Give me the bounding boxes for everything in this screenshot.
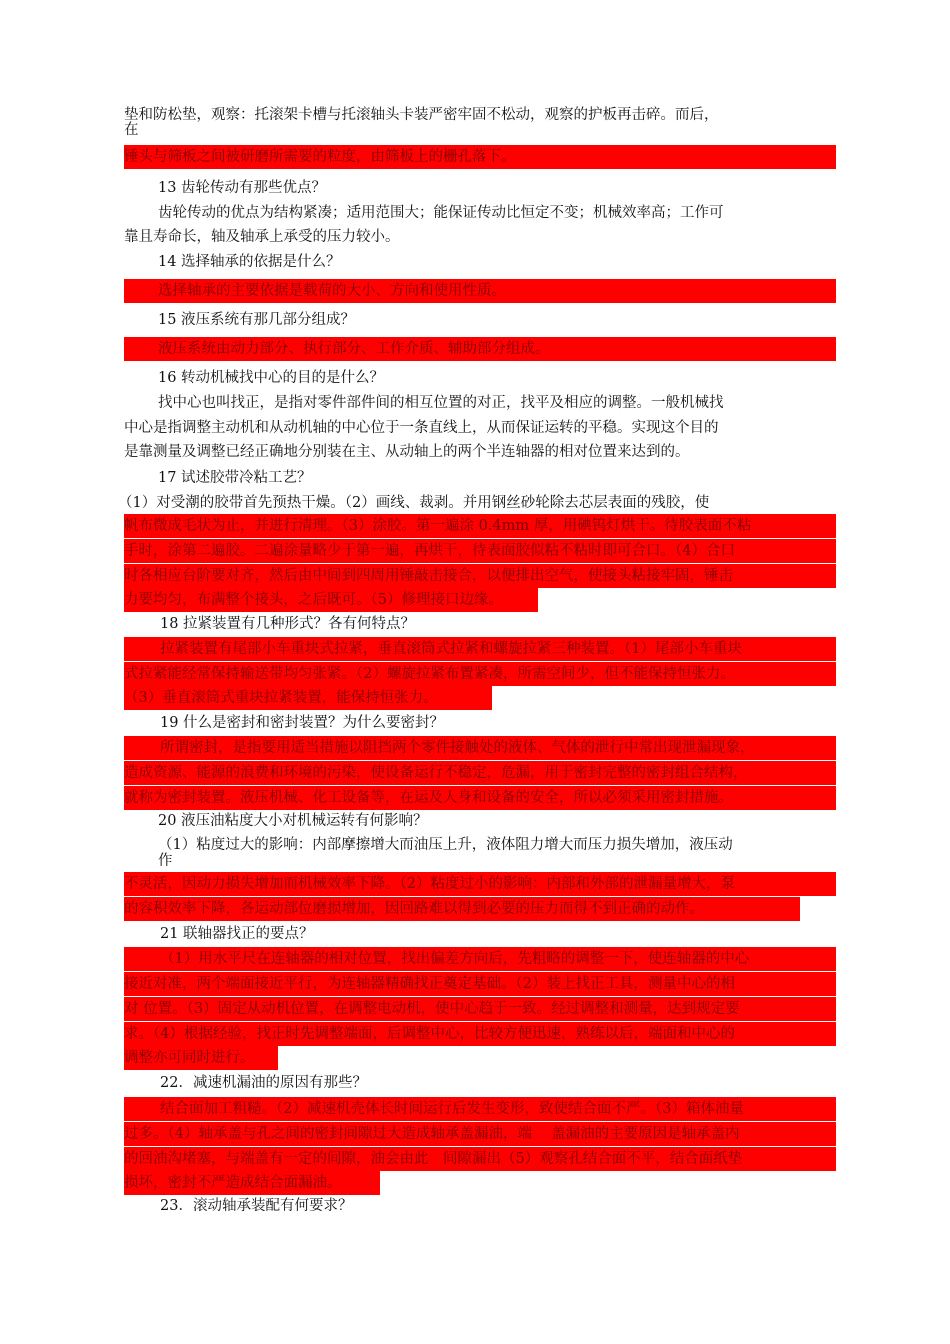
highlighted-line: 手时，涂第二遍胶。二遍涂量略少于第一遍，再烘干，待表面胶似粘不粘时即可合口。（4）合口 bbox=[124, 539, 836, 563]
highlighted-line: 损坏，密封不严造成结合面漏油。 bbox=[124, 1171, 380, 1195]
text-line: （1）粘度过大的影响：内部摩擦增大而油压上升，液体阻力增大而压力损失增加，液压动 bbox=[158, 837, 733, 853]
highlighted-line: 过多。（4）轴承盖与孔之间的密封间隙过大造成轴承盖漏油，端 盖漏油的主要原因是轴承盖内 bbox=[124, 1122, 836, 1146]
text-line: （1）对受潮的胶带首先预热干燥。（2）画线、裁剥。并用钢丝砂轮除去芯层表面的残胶，使 bbox=[118, 495, 710, 511]
text-line: 在 bbox=[124, 122, 139, 138]
highlighted-line: （3）垂直滚筒式重块拉紧装置，能保持恒张力。 bbox=[124, 686, 492, 710]
highlighted-line: 时各相应台阶要对齐，然后由中间到四周用锤敲击接合，以便排出空气，使接头粘接牢固，锤击 bbox=[124, 564, 836, 588]
question-heading: 19 什么是密封和密封装置？为什么要密封？ bbox=[160, 715, 445, 731]
question-heading: 14 选择轴承的依据是什么？ bbox=[158, 254, 341, 270]
question-heading: 16 转动机械找中心的目的是什么？ bbox=[158, 370, 385, 386]
highlighted-line: 选择轴承的主要依据是载荷的大小、方向和使用性质。 bbox=[124, 279, 836, 303]
highlighted-line: 的回油沟堵塞，与端盖有一定的间隙，油会由此 间隙漏出（5）观察孔结合面不平，结合面纸垫 bbox=[124, 1147, 836, 1171]
highlighted-line: 式拉紧能经常保持输送带均匀张紧。（2）螺旋拉紧布置紧凑，所需空间少，但不能保持恒张力。 bbox=[124, 662, 836, 686]
highlighted-line: 力要均匀，布满整个接头，之后既可。（5）修理接口边缘。 bbox=[124, 588, 538, 612]
highlighted-line: 接近对准，两个端面接近平行，为连轴器精确找正奠定基础。（2）装上找正工具，测量中心的相 bbox=[124, 972, 836, 996]
text-line: 作 bbox=[158, 853, 173, 869]
text-line: 中心是指调整主动机和从动机轴的中心位于一条直线上，从而保证运转的平稳。实现这个目的 bbox=[124, 420, 719, 436]
highlighted-line: 的容积效率下降，各运动部位磨损增加，因回路难以得到必要的压力而得不到正确的动作。 bbox=[124, 897, 800, 921]
question-heading: 15 液压系统有那几部分组成？ bbox=[158, 312, 356, 328]
highlighted-line: 对 位置。（3）固定从动机位置，在调整电动机，使中心趋于一致。经过调整和测量，达到规定要 bbox=[124, 997, 836, 1021]
question-heading: 20 液压油粘度大小对机械运转有何影响？ bbox=[158, 813, 428, 829]
question-heading: 18 拉紧装置有几种形式？各有何特点？ bbox=[160, 616, 416, 632]
question-heading: 17 试述胶带冷粘工艺？ bbox=[158, 470, 312, 486]
highlighted-line: 就称为密封装置。液压机械、化工设备等，在运及人身和设备的安全，所以必须采用密封措施。 bbox=[124, 786, 836, 810]
highlighted-line: 拉紧装置有尾部小车重块式拉紧，垂直滚筒式拉紧和螺旋拉紧三种装置。（1）尾部小车重块 bbox=[124, 637, 836, 661]
highlighted-line: 锤头与筛板之间被研磨所需要的粒度，由筛板上的栅孔落下。 bbox=[124, 145, 836, 169]
highlighted-line: 造成资源、能源的浪费和环境的污染，使设备运行不稳定，危漏，用于密封完整的密封组合结构， bbox=[124, 761, 836, 785]
question-heading: 22．减速机漏油的原因有那些？ bbox=[160, 1075, 367, 1091]
text-line: 垫和防松垫，观察：托滚架卡槽与托滚轴头卡装严密牢固不松动，观察的护板再击碎。而后， bbox=[124, 107, 719, 123]
highlighted-line: 求。（4）根据经验，找正时先调整端面，后调整中心，比较方便迅速，熟练以后，端面和中心的 bbox=[124, 1022, 836, 1046]
highlighted-line: 结合面加工粗糙。（2）减速机壳体长时间运行后发生变形，致使结合面不严。（3）箱体油量 bbox=[124, 1097, 836, 1121]
question-heading: 13 齿轮传动有那些优点？ bbox=[158, 180, 327, 196]
question-heading: 23．滚动轴承装配有何要求？ bbox=[160, 1198, 353, 1214]
highlighted-line: 液压系统由动力部分、执行部分、工作介质、辅助部分组成。 bbox=[124, 337, 836, 361]
highlighted-line: 调整亦可同时进行。 bbox=[124, 1046, 278, 1070]
text-line: 找中心也叫找正，是指对零件部件间的相互位置的对正，找平及相应的调整。一般机械找 bbox=[158, 395, 724, 411]
highlighted-line: 帆布微成毛状为止，并进行清理。（3）涂胶。第一遍涂 0.4mm 厚，用碘钨灯烘干。待胶表面不粘 bbox=[124, 514, 836, 538]
highlighted-line: 不灵活，因动力损失增加而机械效率下降。（2）粘度过小的影响：内部和外部的泄漏量增大，泵 bbox=[124, 872, 836, 896]
highlighted-line: （1）用水平尺在连轴器的相对位置，找出偏差方向后，先粗略的调整一下，使连轴器的中心 bbox=[124, 947, 836, 971]
question-heading: 21 联轴器找正的要点？ bbox=[160, 926, 314, 942]
text-line: 靠且寿命长，轴及轴承上承受的压力较小。 bbox=[124, 229, 400, 245]
highlighted-line: 所谓密封，是指要用适当措施以阻挡两个零件接触处的液体、气体的泄行中常出现泄漏现象， bbox=[124, 736, 836, 760]
text-line: 是靠测量及调整已经正确地分别装在主、从动轴上的两个半连轴器的相对位置来达到的。 bbox=[124, 444, 690, 460]
text-line: 齿轮传动的优点为结构紧凑；适用范围大；能保证传动比恒定不变；机械效率高；工作可 bbox=[158, 205, 724, 221]
